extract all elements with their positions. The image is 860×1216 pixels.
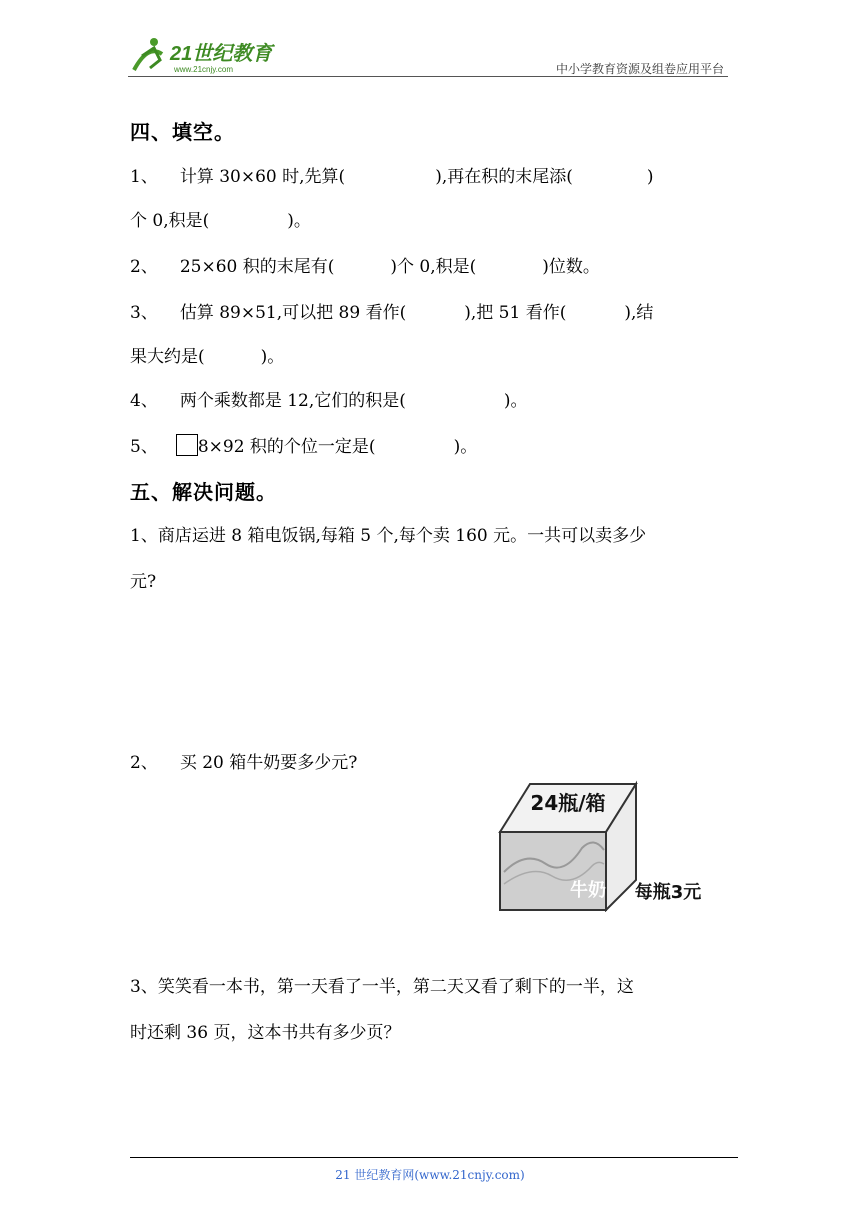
question-5-3-line1: 3、笑笑看一本书，第一天看了一半，第二天又看了剩下的一半，这 xyxy=(130,977,634,997)
question-4-2: 2、 25×60 积的末尾有( )个 0,积是( )位数。 xyxy=(130,257,600,277)
question-5-2: 2、 买 20 箱牛奶要多少元? xyxy=(130,753,358,773)
box-label: 24瓶/箱 xyxy=(530,791,606,815)
site-logo xyxy=(128,34,288,76)
svg-text:www.21cnjy.com: www.21cnjy.com xyxy=(174,65,233,74)
svg-text:21世纪教育: 21世纪教育 xyxy=(170,43,273,65)
section4-title: 四、填空。 xyxy=(130,120,235,144)
question-4-3-line2: 果大约是( )。 xyxy=(130,347,285,367)
digit-box xyxy=(176,434,198,456)
header-platform-text: 中小学教育资源及组卷应用平台 xyxy=(555,62,724,76)
footer-link[interactable]: 21 世纪教育网(www.21cnjy.com) xyxy=(335,1168,525,1182)
question-4-1-line2: 个 0,积是( )。 xyxy=(130,211,311,231)
question-5-1-line2: 元? xyxy=(130,572,157,592)
milk-box-illustration xyxy=(496,780,706,912)
question-5-3-line2: 时还剩 36 页，这本书共有多少页？ xyxy=(130,1023,401,1043)
question-4-5: 5、 8×92 积的个位一定是( )。 xyxy=(130,432,477,457)
section5-title: 五、解决问题。 xyxy=(130,480,277,504)
header-divider xyxy=(128,76,728,77)
question-5-1-line1: 1、商店运进 8 箱电饭锅,每箱 5 个,每个卖 160 元。一共可以卖多少 xyxy=(130,526,647,546)
footer-divider xyxy=(130,1157,738,1158)
question-4-3-line1: 3、 估算 89×51,可以把 89 看作( ),把 51 看作( ),结 xyxy=(130,303,654,323)
product-label: 牛奶 xyxy=(570,880,606,901)
question-4-4: 4、 两个乘数都是 12,它们的积是( )。 xyxy=(130,391,528,411)
price-label: 每瓶3元 xyxy=(634,882,702,903)
question-4-1-line1: 1、 计算 30×60 时,先算( ),再在积的末尾添( ) xyxy=(130,167,654,187)
